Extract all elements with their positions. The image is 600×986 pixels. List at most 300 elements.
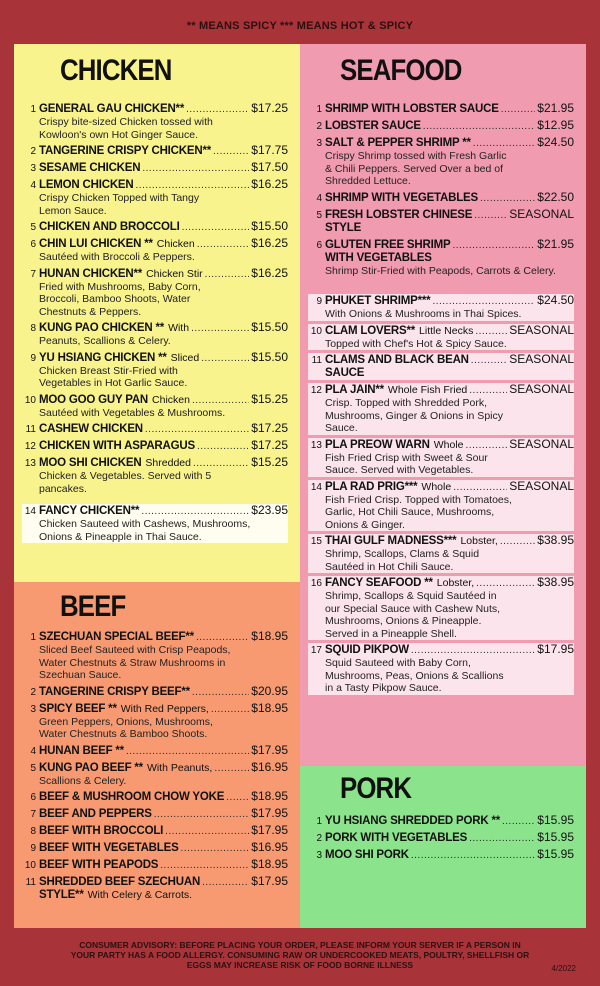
menu-item-row [22, 237, 288, 251]
item-number: 9 [30, 352, 36, 364]
menu-item [22, 504, 288, 543]
item-description: Sautéed with Broccoli & Peppers. [39, 251, 195, 263]
pork-section [300, 766, 586, 928]
item-number: 14 [310, 481, 322, 493]
item-name: HUNAN BEEF ** [39, 744, 124, 757]
leader-dots [202, 876, 249, 889]
menu-item [22, 630, 288, 682]
item-name: MOO GOO GUY PAN [39, 393, 149, 406]
item-price: $18.95 [251, 789, 288, 803]
item-description: Mushrooms, Peas, Onions & Scallions [325, 669, 504, 682]
item-number: 9 [316, 296, 322, 307]
item-description: Broccoli, Bamboo Shoots, Water [39, 293, 191, 305]
item-description: Fish Fried Crisp. Topped with Tomatoes, [325, 493, 512, 506]
item-number: 6 [316, 239, 322, 251]
item-description: our Special Sauce with Cashew Nuts, [325, 602, 501, 615]
item-price: $17.25 [251, 421, 288, 435]
item-name: SALT & PEPPER SHRIMP ** [325, 137, 471, 149]
item-number: 11 [311, 355, 322, 366]
menu-item [22, 761, 288, 788]
menu-item-row [308, 238, 574, 252]
item-name: SESAME CHICKEN [39, 162, 141, 174]
menu-item-row [308, 848, 574, 862]
item-price: SEASONAL [509, 382, 574, 396]
item-name-cont: SAUCE [325, 367, 365, 379]
leader-dots [181, 842, 250, 855]
footer [0, 930, 600, 986]
item-number: 3 [316, 138, 322, 149]
item-description: Shrimp Stir-Fried with Peapods, Carrots & Celery. [325, 264, 556, 277]
item-price: $15.25 [251, 455, 288, 469]
menu-item-row [22, 178, 288, 192]
item-name-continued [325, 367, 574, 380]
menu-item [308, 576, 574, 640]
leader-dots [423, 120, 536, 133]
item-name: HUNAN CHICKEN** [39, 267, 143, 280]
item-inline-note: Whole [421, 480, 452, 493]
leader-dots [226, 791, 249, 804]
leader-dots [476, 577, 535, 590]
menu-item [22, 351, 288, 390]
item-price: $17.75 [251, 143, 288, 157]
menu-item [308, 208, 574, 235]
item-number: 2 [316, 833, 322, 844]
menu-item-row [22, 858, 288, 872]
leader-dots [126, 745, 249, 758]
menu-item-row [22, 875, 288, 889]
menu-item-row [22, 761, 288, 775]
menu-item-row [22, 790, 288, 804]
item-number: 14 [24, 506, 36, 517]
item-name: BEEF AND PEPPERS [39, 808, 152, 820]
item-name: GLUTEN FREE SHRIMP [325, 238, 451, 251]
item-number: 1 [30, 104, 36, 115]
item-description: Shrimp, Scallops, Clams & Squid [325, 548, 480, 560]
item-price: SEASONAL [509, 352, 574, 366]
item-description: Onions & Ginger. [325, 518, 405, 531]
menu-item [22, 875, 288, 902]
beef-section [14, 582, 300, 928]
item-number: 7 [30, 268, 36, 280]
menu-item-row [22, 807, 288, 821]
item-name: CLAM LOVERS** [325, 324, 416, 337]
item-name: YU HSIANG CHICKEN ** [39, 351, 167, 364]
item-description: Vegetables in Hot Garlic Sauce. [39, 377, 188, 389]
item-name: MOO SHI CHICKEN [39, 457, 142, 469]
item-number: 4 [316, 192, 322, 204]
item-number: 1 [30, 632, 36, 643]
item-price: $20.95 [251, 683, 288, 698]
item-number: 2 [316, 121, 322, 132]
item-price: $15.50 [251, 320, 288, 334]
menu-item [308, 294, 574, 321]
menu-item [308, 119, 574, 133]
item-name-continued [39, 889, 288, 902]
item-number: 1 [316, 816, 322, 827]
leader-dots [154, 808, 250, 821]
item-number: 5 [30, 222, 36, 233]
item-number: 11 [25, 877, 36, 888]
item-number: 3 [316, 850, 322, 861]
item-price: $22.50 [537, 189, 574, 204]
menu-item-row [308, 643, 574, 657]
item-description: Peanuts, Scallions & Celery. [39, 335, 171, 347]
menu-item-row [308, 324, 574, 338]
item-price: $17.95 [251, 874, 288, 888]
leader-dots [211, 703, 249, 716]
leader-dots [182, 221, 250, 234]
item-number: 17 [310, 645, 322, 656]
leader-dots [141, 505, 249, 518]
item-price: $17.25 [251, 438, 288, 452]
item-description: Sauce. [325, 422, 358, 434]
menu-item [22, 220, 288, 234]
item-name: SQUID PIKPOW [325, 644, 409, 656]
menu-item-row [22, 422, 288, 436]
item-name: BEEF WITH PEAPODS [39, 859, 159, 871]
item-number: 5 [316, 209, 322, 221]
item-price: $17.95 [251, 823, 288, 837]
item-description: Chicken Sauteed with Cashews, Mushrooms, [39, 518, 251, 530]
menu-item [308, 643, 574, 695]
leader-dots [471, 354, 508, 367]
item-name: FRESH LOBSTER CHINESE [325, 208, 473, 221]
item-description: & Chili Peppers. Served Over a bed of [325, 162, 504, 175]
item-inline-note: With [168, 322, 190, 334]
item-name-cont: STYLE** [39, 889, 84, 901]
item-price: $38.95 [537, 533, 574, 547]
menu-item [308, 324, 574, 351]
item-inline-note: Chicken Stir [146, 267, 203, 280]
menu-item [22, 237, 288, 264]
item-name: GENERAL GAU CHICKEN** [39, 103, 185, 115]
menu-item-row [308, 191, 574, 205]
item-price: $15.95 [537, 830, 574, 844]
item-inline-note: Lobster, [436, 577, 475, 589]
item-price: $15.95 [537, 847, 574, 861]
item-number: 10 [310, 325, 322, 337]
item-price: SEASONAL [509, 436, 574, 451]
item-name: LOBSTER SAUCE [325, 120, 421, 132]
item-name: KUNG PAO BEEF ** [39, 761, 143, 774]
item-description: Scallions & Celery. [39, 774, 127, 787]
item-description: Crispy bite-sized Chicken tossed with [39, 116, 213, 128]
item-number: 8 [30, 826, 36, 837]
item-name: TANGERINE CRISPY CHICKEN** [39, 145, 212, 157]
item-number: 10 [24, 394, 36, 406]
leader-dots [214, 762, 249, 775]
spicy-legend: ** MEANS SPICY *** MEANS HOT & SPICY [186, 20, 414, 32]
leader-dots [502, 815, 535, 828]
item-description: Water Chestnuts & Bamboo Shoots. [39, 728, 208, 740]
leader-dots [191, 322, 249, 335]
item-price: $16.95 [251, 759, 288, 774]
leader-dots [196, 631, 249, 644]
item-description: With Onions & Mushrooms in Thai Spices. [325, 308, 522, 320]
item-name: PLA JAIN** [325, 384, 384, 396]
item-price: $16.95 [251, 840, 288, 854]
item-name: CHICKEN AND BROCCOLI [39, 221, 180, 233]
menu-item-row [22, 144, 288, 158]
item-description: Sauce. Served with Vegetables. [325, 464, 474, 476]
menu-date: 4/2022 [551, 964, 576, 973]
leader-dots [411, 849, 535, 862]
item-price: $24.50 [537, 135, 574, 149]
menu-item [22, 456, 288, 495]
menu-item-row [22, 841, 288, 855]
item-number: 10 [24, 860, 36, 871]
menu-item [308, 383, 574, 435]
item-name: KUNG PAO CHICKEN ** [39, 322, 165, 334]
menu-item-row [22, 267, 288, 281]
item-name: PLA RAD PRIG*** [325, 480, 418, 493]
item-inline-note: Whole Fish Fried [387, 384, 468, 396]
item-name: PORK WITH VEGETABLES [325, 832, 468, 844]
item-description: Sautéed in Hot Chili Sauce. [325, 560, 454, 573]
menu-item [22, 439, 288, 453]
leader-dots [452, 239, 535, 252]
menu-item-row [308, 480, 574, 494]
item-description: Fried with Mushrooms, Baby Corn, [39, 280, 201, 293]
menu-item-row [22, 630, 288, 644]
item-price: $17.95 [251, 742, 288, 757]
leader-dots [473, 137, 536, 150]
item-name-cont: WITH VEGETABLES [325, 251, 432, 264]
item-number: 2 [30, 686, 36, 698]
leader-dots [474, 209, 507, 222]
item-number: 3 [30, 703, 36, 715]
item-description: Served in a Pineapple Shell. [325, 627, 457, 640]
menu-item-row [22, 220, 288, 234]
item-number: 15 [310, 536, 322, 547]
leader-dots [192, 686, 249, 699]
leader-dots [500, 535, 535, 548]
menu-item-row [22, 351, 288, 365]
leader-dots [142, 162, 249, 175]
item-number: 7 [30, 809, 36, 820]
item-name: CASHEW CHICKEN [39, 423, 143, 435]
menu-item [22, 790, 288, 804]
item-description: Green Peppers, Onions, Mushrooms, [39, 715, 213, 728]
item-inline-note: Sliced [170, 351, 200, 364]
item-price: SEASONAL [509, 478, 574, 493]
item-name: THAI GULF MADNESS*** [325, 535, 457, 547]
menu-item [308, 480, 574, 532]
chicken-section [14, 44, 300, 582]
leader-dots [165, 825, 249, 838]
item-description: Szechuan Sauce. [39, 669, 122, 681]
menu-item [22, 807, 288, 821]
leader-dots [213, 145, 249, 158]
leader-dots [193, 457, 249, 470]
menu-item-row [22, 702, 288, 716]
menu-item-row [308, 438, 574, 452]
item-number: 12 [24, 441, 36, 452]
item-price: SEASONAL [509, 206, 574, 221]
item-price: $16.25 [251, 177, 288, 191]
item-number: 16 [310, 578, 322, 589]
menu-item [308, 534, 574, 573]
menu-item-row [308, 576, 574, 590]
menu-item [22, 422, 288, 436]
menu-item [22, 393, 288, 420]
item-description: Fish Fried Crisp with Sweet & Sour [325, 451, 488, 464]
menu-item [22, 841, 288, 855]
item-price: $23.95 [251, 503, 288, 517]
item-name: TANGERINE CRISPY BEEF** [39, 685, 190, 698]
menu-item [308, 353, 574, 380]
item-description: Lemon Sauce. [39, 204, 107, 217]
item-name: CHICKEN WITH ASPARAGUS [39, 440, 195, 452]
item-number: 11 [25, 424, 36, 435]
menu-item [308, 136, 574, 188]
item-inline-note: Little Necks [419, 324, 474, 337]
menu-item [22, 702, 288, 741]
item-description: Crisp. Topped with Shredded Pork, [325, 397, 488, 409]
leader-dots [186, 103, 249, 116]
item-inline-note: With Red Peppers, [120, 702, 209, 715]
menu-item-row [22, 685, 288, 699]
menu-item-row [22, 744, 288, 758]
item-description: in a Tasty Pikpow Sauce. [325, 682, 442, 694]
menu-item [22, 178, 288, 217]
item-description: Mushrooms, Ginger & Onions in Spicy [325, 409, 503, 422]
item-inline-note: With Celery & Carrots. [87, 889, 193, 901]
item-description: Water Chestnuts & Straw Mushrooms in [39, 656, 226, 669]
leader-dots [480, 192, 535, 205]
leader-dots [136, 179, 250, 192]
menu-item-row [308, 208, 574, 222]
item-name-cont: STYLE [325, 221, 362, 234]
menu-item-row [308, 294, 574, 308]
menu-item-row [308, 831, 574, 845]
item-number: 1 [316, 104, 322, 115]
section-title-seafood: SEAFOOD [340, 54, 462, 87]
item-inline-note: Chicken [152, 393, 190, 406]
menu-item [308, 848, 574, 862]
section-title-chicken: CHICKEN [60, 54, 172, 87]
menu-item-row [22, 504, 288, 518]
item-name: BEEF WITH VEGETABLES [39, 842, 179, 854]
item-price: $15.95 [537, 813, 574, 827]
menu-item-row [22, 456, 288, 470]
item-number: 3 [30, 163, 36, 174]
item-name: LEMON CHICKEN [39, 179, 134, 191]
item-description: Mushrooms, Onions & Pineapple. [325, 615, 482, 627]
leader-dots [160, 859, 249, 872]
item-inline-note: Whole [433, 438, 464, 451]
item-name-continued [325, 252, 574, 265]
leader-dots [411, 644, 535, 657]
item-number: 2 [30, 146, 36, 157]
item-price: $17.50 [251, 160, 288, 174]
menu-item [308, 438, 574, 477]
item-inline-note: Shredded [145, 457, 191, 469]
item-description: Kowloon's own Hot Ginger Sauce. [39, 128, 199, 141]
item-description: Crispy Shrimp tossed with Fresh Garlic [325, 150, 507, 162]
item-number: 9 [30, 843, 36, 854]
menu-item [22, 858, 288, 872]
leader-dots [197, 238, 250, 251]
pork-item-list [308, 814, 574, 862]
item-description: Shredded Lettuce. [325, 175, 411, 187]
item-number: 13 [24, 458, 36, 469]
menu-item-row [308, 136, 574, 150]
item-number: 6 [30, 792, 36, 803]
item-name: CLAMS AND BLACK BEAN [325, 354, 469, 366]
item-price: $24.50 [537, 293, 574, 307]
seafood-section [300, 44, 586, 766]
item-price: $18.95 [251, 629, 288, 643]
menu-item-row [22, 393, 288, 407]
item-name: FANCY SEAFOOD ** [325, 577, 433, 589]
item-price: $16.25 [251, 236, 288, 250]
item-number: 5 [30, 762, 36, 774]
item-name: YU HSIANG SHREDDED PORK ** [325, 815, 500, 827]
item-name: BEEF WITH BROCCOLI [39, 825, 164, 837]
item-price: $15.50 [251, 349, 288, 364]
leader-dots [475, 325, 507, 338]
chicken-item-list [22, 102, 288, 543]
menu-item [308, 831, 574, 845]
leader-dots [197, 440, 249, 453]
leader-dots [466, 439, 508, 452]
consumer-advisory: CONSUMER ADVISORY: BEFORE PLACING YOUR ORDER, PLEASE INFORM YOUR SERVER IF A PERSON IN YOUR PARTY HAS A FOOD ALLERGY. CONSUMING RAW OR UNDERCOOKED MEATS, POULTRY, SHELLFISH OR EGGS MAY INCREASE RISK OF FOOD BORNE ILLNESS [70, 940, 530, 970]
item-price: $16.25 [251, 265, 288, 280]
item-price: $21.95 [537, 101, 574, 115]
item-price: $12.95 [537, 118, 574, 132]
item-name: BEEF & MUSHROOM CHOW YOKE [39, 791, 225, 803]
item-name: SHREDDED BEEF SZECHUAN [39, 876, 201, 888]
leader-dots [192, 394, 249, 407]
item-price: SEASONAL [509, 322, 574, 337]
leader-dots [501, 103, 536, 116]
item-description: Squid Sauteed with Baby Corn, [325, 657, 471, 669]
item-name: SHRIMP WITH VEGETABLES [325, 191, 478, 204]
item-inline-note: Lobster, [460, 535, 498, 547]
item-price: $17.95 [537, 642, 574, 656]
item-price: $18.95 [251, 700, 288, 715]
section-title-pork: PORK [340, 772, 412, 805]
item-description: Chicken & Vegetables. Served with 5 [39, 470, 212, 482]
menu-item-row [308, 814, 574, 828]
item-name: PHUKET SHRIMP*** [325, 295, 431, 307]
leader-dots [432, 295, 535, 308]
seafood-item-list [308, 102, 574, 695]
item-name: SHRIMP WITH LOBSTER SAUCE [325, 103, 499, 115]
beef-item-list [22, 630, 288, 902]
item-price: $17.25 [251, 101, 288, 115]
item-price: $38.95 [537, 575, 574, 589]
item-description: Garlic, Hot Chili Sauce, Mushrooms, [325, 506, 495, 518]
item-number: 13 [310, 439, 322, 451]
item-description: Onions & Pineapple in Thai Sauce. [39, 530, 202, 543]
menu-item [22, 685, 288, 699]
menu-item-row [22, 321, 288, 335]
menu-item [22, 102, 288, 141]
leader-dots [201, 352, 249, 365]
leader-dots [145, 423, 249, 436]
item-description: Sliced Beef Sauteed with Crisp Peapods, [39, 644, 231, 656]
item-description: Shrimp, Scallops & Squid Sautéed in [325, 590, 497, 602]
menu-item-row [308, 534, 574, 548]
item-name-continued [325, 222, 574, 235]
item-number: 4 [30, 745, 36, 757]
menu-item-row [22, 161, 288, 175]
menu-item [22, 321, 288, 348]
item-description: Crispy Chicken Topped with Tangy [39, 192, 200, 204]
item-name: FANCY CHICKEN** [39, 505, 140, 517]
